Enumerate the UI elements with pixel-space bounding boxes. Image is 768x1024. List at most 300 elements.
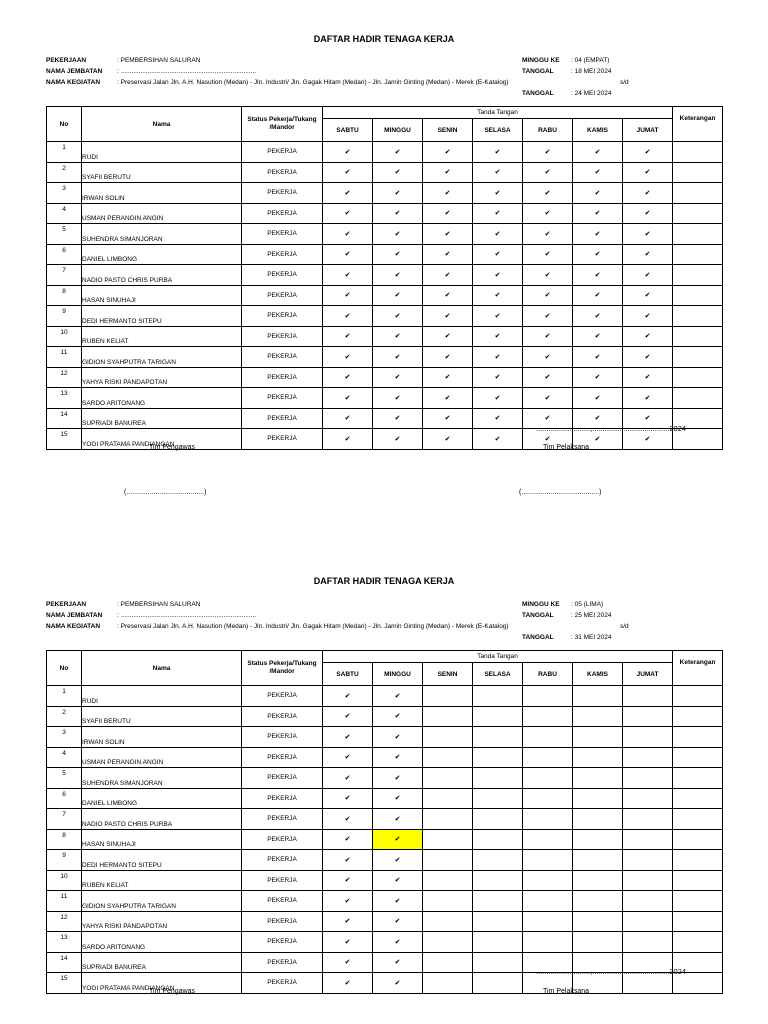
- keterangan-cell: [673, 162, 723, 183]
- attendance-cell-kamis: [573, 891, 623, 912]
- attendance-cell-kamis: ✔: [573, 244, 623, 265]
- worker-status: PEKERJA: [242, 891, 323, 912]
- table-row: [47, 809, 723, 830]
- col-header-keterangan: Keterangan: [673, 107, 723, 142]
- worker-name: DEDI HERMANTO SITEPU: [82, 306, 242, 327]
- attendance-cell-rabu: [523, 686, 573, 707]
- keterangan-cell: [673, 747, 723, 768]
- date-line: ..........................,.....................................2024: [536, 967, 687, 976]
- attendance-cell-jumat: ✔: [623, 142, 673, 163]
- worker-name: RUDI: [82, 686, 242, 707]
- attendance-cell-sabtu: ✔: [323, 203, 373, 224]
- attendance-cell-jumat: ✔: [623, 367, 673, 388]
- attendance-cell-senin: [423, 911, 473, 932]
- attendance-cell-kamis: ✔: [573, 306, 623, 327]
- attendance-cell-senin: ✔: [423, 408, 473, 429]
- attendance-cell-selasa: [473, 973, 523, 994]
- tanggal-end-label: TANGGAL: [522, 90, 554, 97]
- tanggal-end-label: TANGGAL: [522, 634, 554, 641]
- worker-status: PEKERJA: [242, 850, 323, 871]
- attendance-cell-minggu: ✔: [373, 367, 423, 388]
- attendance-cell-minggu: ✔: [373, 326, 423, 347]
- attendance-cell-sabtu: ✔: [323, 285, 373, 306]
- attendance-cell-kamis: [573, 686, 623, 707]
- table-row: [47, 162, 723, 183]
- col-header-day-jumat: JUMAT: [623, 119, 673, 142]
- worker-name: NADIO PASTO CHRIS PURBA: [82, 265, 242, 286]
- attendance-cell-sabtu: ✔: [323, 706, 373, 727]
- attendance-cell-kamis: ✔: [573, 367, 623, 388]
- table-row: [47, 891, 723, 912]
- attendance-cell-selasa: [473, 891, 523, 912]
- attendance-cell-rabu: [523, 747, 573, 768]
- attendance-cell-jumat: [623, 727, 673, 748]
- attendance-cell-jumat: [623, 891, 673, 912]
- attendance-cell-minggu: ✔: [373, 973, 423, 994]
- row-number: 6: [47, 244, 82, 265]
- attendance-cell-sabtu: ✔: [323, 768, 373, 789]
- col-header-day-senin: SENIN: [423, 119, 473, 142]
- table-row: [47, 932, 723, 953]
- attendance-cell-senin: ✔: [423, 244, 473, 265]
- attendance-cell-sabtu: ✔: [323, 850, 373, 871]
- attendance-cell-minggu: ✔: [373, 788, 423, 809]
- kegiatan-value: : Preservasi Jalan Jln. A.H. Nasution (Medan) - Jln. Industri/ Jln. Gagak Hitam (Medan) - Jln. Jamin Ginting (Medan) - Merek (E-Katalog): [117, 79, 509, 86]
- worker-status: PEKERJA: [242, 706, 323, 727]
- attendance-cell-minggu: ✔: [373, 706, 423, 727]
- attendance-cell-jumat: [623, 911, 673, 932]
- kegiatan-value: : Preservasi Jalan Jln. A.H. Nasution (Medan) - Jln. Industri/ Jln. Gagak Hitam (Medan) - Jln. Jamin Ginting (Medan) - Merek (E-Katalog): [117, 623, 509, 630]
- worker-name: IRWAN SOLIN: [82, 727, 242, 748]
- attendance-cell-minggu: ✔: [373, 809, 423, 830]
- jembatan-value: : ...........................................................................: [117, 68, 257, 75]
- keterangan-cell: [673, 727, 723, 748]
- worker-status: PEKERJA: [242, 911, 323, 932]
- attendance-cell-rabu: [523, 932, 573, 953]
- attendance-cell-senin: ✔: [423, 285, 473, 306]
- attendance-cell-senin: ✔: [423, 347, 473, 368]
- attendance-cell-senin: [423, 829, 473, 850]
- attendance-cell-senin: ✔: [423, 224, 473, 245]
- attendance-cell-sabtu: ✔: [323, 224, 373, 245]
- col-header-day-selasa: SELASA: [473, 119, 523, 142]
- attendance-cell-kamis: [573, 768, 623, 789]
- keterangan-cell: [673, 224, 723, 245]
- table-row: [47, 788, 723, 809]
- keterangan-cell: [673, 388, 723, 409]
- row-number: 9: [47, 850, 82, 871]
- attendance-cell-sabtu: ✔: [323, 973, 373, 994]
- attendance-cell-kamis: ✔: [573, 224, 623, 245]
- attendance-cell-rabu: ✔: [523, 183, 573, 204]
- keterangan-cell: [673, 788, 723, 809]
- attendance-cell-kamis: ✔: [573, 285, 623, 306]
- attendance-cell-minggu: ✔: [373, 932, 423, 953]
- attendance-cell-selasa: ✔: [473, 224, 523, 245]
- row-number: 11: [47, 347, 82, 368]
- attendance-cell-senin: ✔: [423, 142, 473, 163]
- attendance-cell-jumat: ✔: [623, 347, 673, 368]
- attendance-cell-minggu: ✔: [373, 244, 423, 265]
- attendance-cell-senin: [423, 788, 473, 809]
- keterangan-cell: [673, 932, 723, 953]
- col-header-day-rabu: RABU: [523, 663, 573, 686]
- table-row: [47, 265, 723, 286]
- row-number: 10: [47, 326, 82, 347]
- attendance-cell-minggu: ✔: [373, 829, 423, 850]
- jembatan-label: NAMA JEMBATAN: [46, 68, 103, 75]
- kegiatan-label: NAMA KEGIATAN: [46, 79, 101, 86]
- attendance-cell-rabu: ✔: [523, 429, 573, 450]
- attendance-cell-kamis: ✔: [573, 203, 623, 224]
- attendance-cell-selasa: [473, 747, 523, 768]
- row-number: 8: [47, 829, 82, 850]
- attendance-cell-rabu: ✔: [523, 367, 573, 388]
- row-number: 2: [47, 706, 82, 727]
- attendance-cell-rabu: ✔: [523, 326, 573, 347]
- attendance-cell-sabtu: ✔: [323, 911, 373, 932]
- tim-pengawas-label: Tim Pengawas: [149, 988, 196, 995]
- attendance-cell-minggu: ✔: [373, 347, 423, 368]
- pekerjaan-value: : PEMBERSIHAN SALURAN: [117, 57, 201, 64]
- attendance-cell-minggu: ✔: [373, 768, 423, 789]
- worker-name: YAHYA RISKI PANDAPOTAN: [82, 367, 242, 388]
- attendance-cell-selasa: [473, 850, 523, 871]
- col-header-tanda-tangan: Tanda Tangan: [323, 651, 673, 663]
- table-row: [47, 326, 723, 347]
- date-line: ..........................,.....................................2024: [536, 424, 687, 433]
- attendance-cell-senin: [423, 747, 473, 768]
- worker-status: PEKERJA: [242, 973, 323, 994]
- attendance-cell-minggu: ✔: [373, 911, 423, 932]
- attendance-cell-kamis: [573, 809, 623, 830]
- attendance-cell-senin: ✔: [423, 183, 473, 204]
- row-number: 7: [47, 265, 82, 286]
- attendance-cell-kamis: ✔: [573, 408, 623, 429]
- attendance-cell-selasa: [473, 870, 523, 891]
- row-number: 4: [47, 747, 82, 768]
- attendance-cell-jumat: [623, 809, 673, 830]
- worker-status: PEKERJA: [242, 952, 323, 973]
- attendance-cell-minggu: ✔: [373, 727, 423, 748]
- worker-name: SYAFII BERUTU: [82, 162, 242, 183]
- attendance-cell-kamis: [573, 727, 623, 748]
- row-number: 1: [47, 142, 82, 163]
- worker-name: RUBEN KELIAT: [82, 326, 242, 347]
- jembatan-label: NAMA JEMBATAN: [46, 612, 103, 619]
- attendance-cell-minggu: ✔: [373, 747, 423, 768]
- col-header-no: No: [47, 651, 82, 686]
- minggu-value: : 05 (LIMA): [571, 601, 604, 608]
- attendance-cell-rabu: [523, 891, 573, 912]
- attendance-cell-minggu: ✔: [373, 429, 423, 450]
- col-header-day-minggu: MINGGU: [373, 663, 423, 686]
- attendance-table: [46, 650, 723, 994]
- attendance-cell-senin: [423, 932, 473, 953]
- attendance-cell-senin: ✔: [423, 306, 473, 327]
- attendance-cell-kamis: [573, 932, 623, 953]
- attendance-cell-minggu: ✔: [373, 408, 423, 429]
- row-number: 5: [47, 224, 82, 245]
- tim-pelaksana-label: Tim Pelaksana: [543, 988, 590, 995]
- row-number: 13: [47, 932, 82, 953]
- attendance-cell-sabtu: ✔: [323, 347, 373, 368]
- attendance-cell-sabtu: ✔: [323, 183, 373, 204]
- sheet-title: DAFTAR HADIR TENAGA KERJA: [313, 576, 455, 586]
- col-header-day-sabtu: SABTU: [323, 119, 373, 142]
- attendance-cell-selasa: ✔: [473, 142, 523, 163]
- keterangan-cell: [673, 285, 723, 306]
- attendance-cell-selasa: [473, 911, 523, 932]
- tanggal-start-label: TANGGAL: [522, 68, 554, 75]
- attendance-cell-jumat: [623, 932, 673, 953]
- sd-label: s/d: [620, 623, 629, 630]
- worker-name: SUPRIADI BANUREA: [82, 408, 242, 429]
- attendance-cell-jumat: ✔: [623, 388, 673, 409]
- worker-name: DANIEL LIMBONG: [82, 788, 242, 809]
- attendance-cell-jumat: ✔: [623, 224, 673, 245]
- worker-status: PEKERJA: [242, 809, 323, 830]
- minggu-label: MINGGU KE: [522, 57, 560, 64]
- attendance-cell-senin: [423, 706, 473, 727]
- attendance-cell-selasa: ✔: [473, 367, 523, 388]
- tim-pengawas-label: Tim Pengawas: [149, 444, 196, 451]
- worker-name: GIDION SYAHPUTRA TARIGAN: [82, 891, 242, 912]
- table-row: [47, 285, 723, 306]
- worker-name: USMAN PERANGIN ANGIN: [82, 203, 242, 224]
- attendance-cell-selasa: ✔: [473, 306, 523, 327]
- attendance-cell-senin: ✔: [423, 388, 473, 409]
- worker-status: PEKERJA: [242, 747, 323, 768]
- worker-name: IRWAN SOLIN: [82, 183, 242, 204]
- attendance-cell-kamis: [573, 829, 623, 850]
- col-header-day-minggu: MINGGU: [373, 119, 423, 142]
- worker-status: PEKERJA: [242, 203, 323, 224]
- table-row: [47, 142, 723, 163]
- worker-name: HASAN SINUHAJI: [82, 829, 242, 850]
- row-number: 5: [47, 768, 82, 789]
- worker-status: PEKERJA: [242, 388, 323, 409]
- worker-status: PEKERJA: [242, 265, 323, 286]
- worker-status: PEKERJA: [242, 285, 323, 306]
- attendance-cell-kamis: [573, 850, 623, 871]
- attendance-cell-rabu: [523, 809, 573, 830]
- table-row: [47, 747, 723, 768]
- worker-name: GIDION SYAHPUTRA TARIGAN: [82, 347, 242, 368]
- keterangan-cell: [673, 244, 723, 265]
- attendance-cell-rabu: [523, 768, 573, 789]
- attendance-cell-jumat: ✔: [623, 244, 673, 265]
- row-number: 13: [47, 388, 82, 409]
- attendance-cell-selasa: [473, 727, 523, 748]
- table-row: [47, 829, 723, 850]
- attendance-cell-selasa: ✔: [473, 347, 523, 368]
- attendance-cell-sabtu: ✔: [323, 829, 373, 850]
- attendance-cell-sabtu: ✔: [323, 388, 373, 409]
- attendance-cell-jumat: ✔: [623, 408, 673, 429]
- worker-name: NADIO PASTO CHRIS PURBA: [82, 809, 242, 830]
- attendance-cell-kamis: ✔: [573, 429, 623, 450]
- keterangan-cell: [673, 306, 723, 327]
- worker-status: PEKERJA: [242, 408, 323, 429]
- worker-status: PEKERJA: [242, 183, 323, 204]
- col-header-status: Status Pekerja/Tukang /Mandor: [242, 651, 323, 686]
- attendance-cell-sabtu: ✔: [323, 429, 373, 450]
- table-row: [47, 306, 723, 327]
- attendance-cell-minggu: ✔: [373, 142, 423, 163]
- pekerjaan-label: PEKERJAAN: [46, 57, 87, 64]
- attendance-cell-rabu: ✔: [523, 265, 573, 286]
- table-row: [47, 911, 723, 932]
- attendance-cell-rabu: [523, 870, 573, 891]
- signature-line-pelaksana: (........................................): [519, 489, 602, 496]
- attendance-cell-jumat: ✔: [623, 183, 673, 204]
- attendance-cell-jumat: [623, 788, 673, 809]
- attendance-cell-sabtu: ✔: [323, 306, 373, 327]
- tanggal-end-value: : 31 MEI 2024: [571, 634, 612, 641]
- attendance-cell-selasa: [473, 932, 523, 953]
- tanggal-start-label: TANGGAL: [522, 612, 554, 619]
- attendance-cell-minggu: ✔: [373, 891, 423, 912]
- attendance-cell-rabu: ✔: [523, 142, 573, 163]
- keterangan-cell: [673, 183, 723, 204]
- attendance-cell-sabtu: ✔: [323, 727, 373, 748]
- row-number: 12: [47, 911, 82, 932]
- attendance-cell-jumat: ✔: [623, 306, 673, 327]
- attendance-cell-minggu: ✔: [373, 285, 423, 306]
- worker-status: PEKERJA: [242, 829, 323, 850]
- attendance-cell-rabu: ✔: [523, 285, 573, 306]
- attendance-cell-sabtu: ✔: [323, 932, 373, 953]
- attendance-cell-kamis: [573, 747, 623, 768]
- attendance-cell-rabu: ✔: [523, 306, 573, 327]
- keterangan-cell: [673, 809, 723, 830]
- sd-label: s/d: [620, 79, 629, 86]
- worker-name: YOGI PRATAMA PANDIANGAN: [82, 973, 242, 994]
- minggu-label: MINGGU KE: [522, 601, 560, 608]
- attendance-cell-minggu: ✔: [373, 265, 423, 286]
- table-row: [47, 347, 723, 368]
- col-header-day-jumat: JUMAT: [623, 663, 673, 686]
- attendance-cell-senin: ✔: [423, 326, 473, 347]
- attendance-cell-selasa: [473, 788, 523, 809]
- attendance-cell-minggu: ✔: [373, 203, 423, 224]
- attendance-cell-rabu: ✔: [523, 203, 573, 224]
- worker-status: PEKERJA: [242, 162, 323, 183]
- attendance-cell-senin: [423, 952, 473, 973]
- attendance-cell-selasa: [473, 809, 523, 830]
- table-row: [47, 224, 723, 245]
- keterangan-cell: [673, 911, 723, 932]
- col-header-day-kamis: KAMIS: [573, 663, 623, 686]
- keterangan-cell: [673, 347, 723, 368]
- attendance-cell-sabtu: ✔: [323, 142, 373, 163]
- attendance-cell-rabu: ✔: [523, 388, 573, 409]
- attendance-cell-kamis: [573, 870, 623, 891]
- attendance-cell-rabu: [523, 911, 573, 932]
- worker-status: PEKERJA: [242, 768, 323, 789]
- attendance-cell-senin: ✔: [423, 367, 473, 388]
- attendance-cell-rabu: [523, 727, 573, 748]
- attendance-cell-senin: [423, 870, 473, 891]
- attendance-cell-selasa: ✔: [473, 265, 523, 286]
- attendance-cell-minggu: ✔: [373, 850, 423, 871]
- row-number: 10: [47, 870, 82, 891]
- attendance-cell-sabtu: ✔: [323, 788, 373, 809]
- keterangan-cell: [673, 686, 723, 707]
- table-row: [47, 686, 723, 707]
- col-header-day-rabu: RABU: [523, 119, 573, 142]
- table-row: [47, 244, 723, 265]
- signature-line-pengawas: (........................................): [124, 489, 207, 496]
- attendance-cell-selasa: [473, 952, 523, 973]
- attendance-cell-jumat: [623, 706, 673, 727]
- row-number: 2: [47, 162, 82, 183]
- row-number: 11: [47, 891, 82, 912]
- worker-status: PEKERJA: [242, 686, 323, 707]
- attendance-cell-senin: [423, 809, 473, 830]
- attendance-cell-senin: [423, 891, 473, 912]
- worker-name: RUDI: [82, 142, 242, 163]
- attendance-cell-rabu: ✔: [523, 224, 573, 245]
- keterangan-cell: [673, 142, 723, 163]
- worker-name: RUBEN KELIAT: [82, 870, 242, 891]
- attendance-cell-sabtu: ✔: [323, 870, 373, 891]
- attendance-cell-rabu: ✔: [523, 408, 573, 429]
- attendance-cell-rabu: ✔: [523, 244, 573, 265]
- attendance-cell-rabu: ✔: [523, 162, 573, 183]
- keterangan-cell: [673, 203, 723, 224]
- pekerjaan-label: PEKERJAAN: [46, 601, 87, 608]
- attendance-cell-jumat: [623, 870, 673, 891]
- worker-name: SARDO ARITONANG: [82, 388, 242, 409]
- jembatan-value: : ...........................................................................: [117, 612, 257, 619]
- attendance-cell-kamis: ✔: [573, 326, 623, 347]
- attendance-table: [46, 106, 723, 450]
- attendance-cell-jumat: ✔: [623, 203, 673, 224]
- attendance-cell-minggu: ✔: [373, 224, 423, 245]
- table-row: [47, 850, 723, 871]
- attendance-cell-selasa: ✔: [473, 408, 523, 429]
- attendance-cell-senin: [423, 727, 473, 748]
- attendance-cell-sabtu: ✔: [323, 326, 373, 347]
- attendance-cell-jumat: [623, 686, 673, 707]
- attendance-cell-kamis: ✔: [573, 162, 623, 183]
- col-header-nama: Nama: [82, 651, 242, 686]
- worker-status: PEKERJA: [242, 788, 323, 809]
- keterangan-cell: [673, 265, 723, 286]
- attendance-cell-senin: [423, 973, 473, 994]
- worker-name: SUPRIADI BANUREA: [82, 952, 242, 973]
- worker-status: PEKERJA: [242, 932, 323, 953]
- worker-name: YOGI PRATAMA PANDIANGAN: [82, 429, 242, 450]
- attendance-cell-sabtu: ✔: [323, 244, 373, 265]
- attendance-cell-jumat: ✔: [623, 285, 673, 306]
- worker-name: YAHYA RISKI PANDAPOTAN: [82, 911, 242, 932]
- tanggal-start-value: : 25 MEI 2024: [571, 612, 612, 619]
- tanggal-start-value: : 18 MEI 2024: [571, 68, 612, 75]
- table-row: [47, 727, 723, 748]
- attendance-cell-minggu: ✔: [373, 306, 423, 327]
- keterangan-cell: [673, 768, 723, 789]
- worker-status: PEKERJA: [242, 347, 323, 368]
- row-number: 15: [47, 973, 82, 994]
- row-number: 9: [47, 306, 82, 327]
- attendance-cell-senin: [423, 686, 473, 707]
- attendance-cell-rabu: ✔: [523, 347, 573, 368]
- attendance-cell-senin: ✔: [423, 203, 473, 224]
- tim-pelaksana-label: Tim Pelaksana: [543, 444, 590, 451]
